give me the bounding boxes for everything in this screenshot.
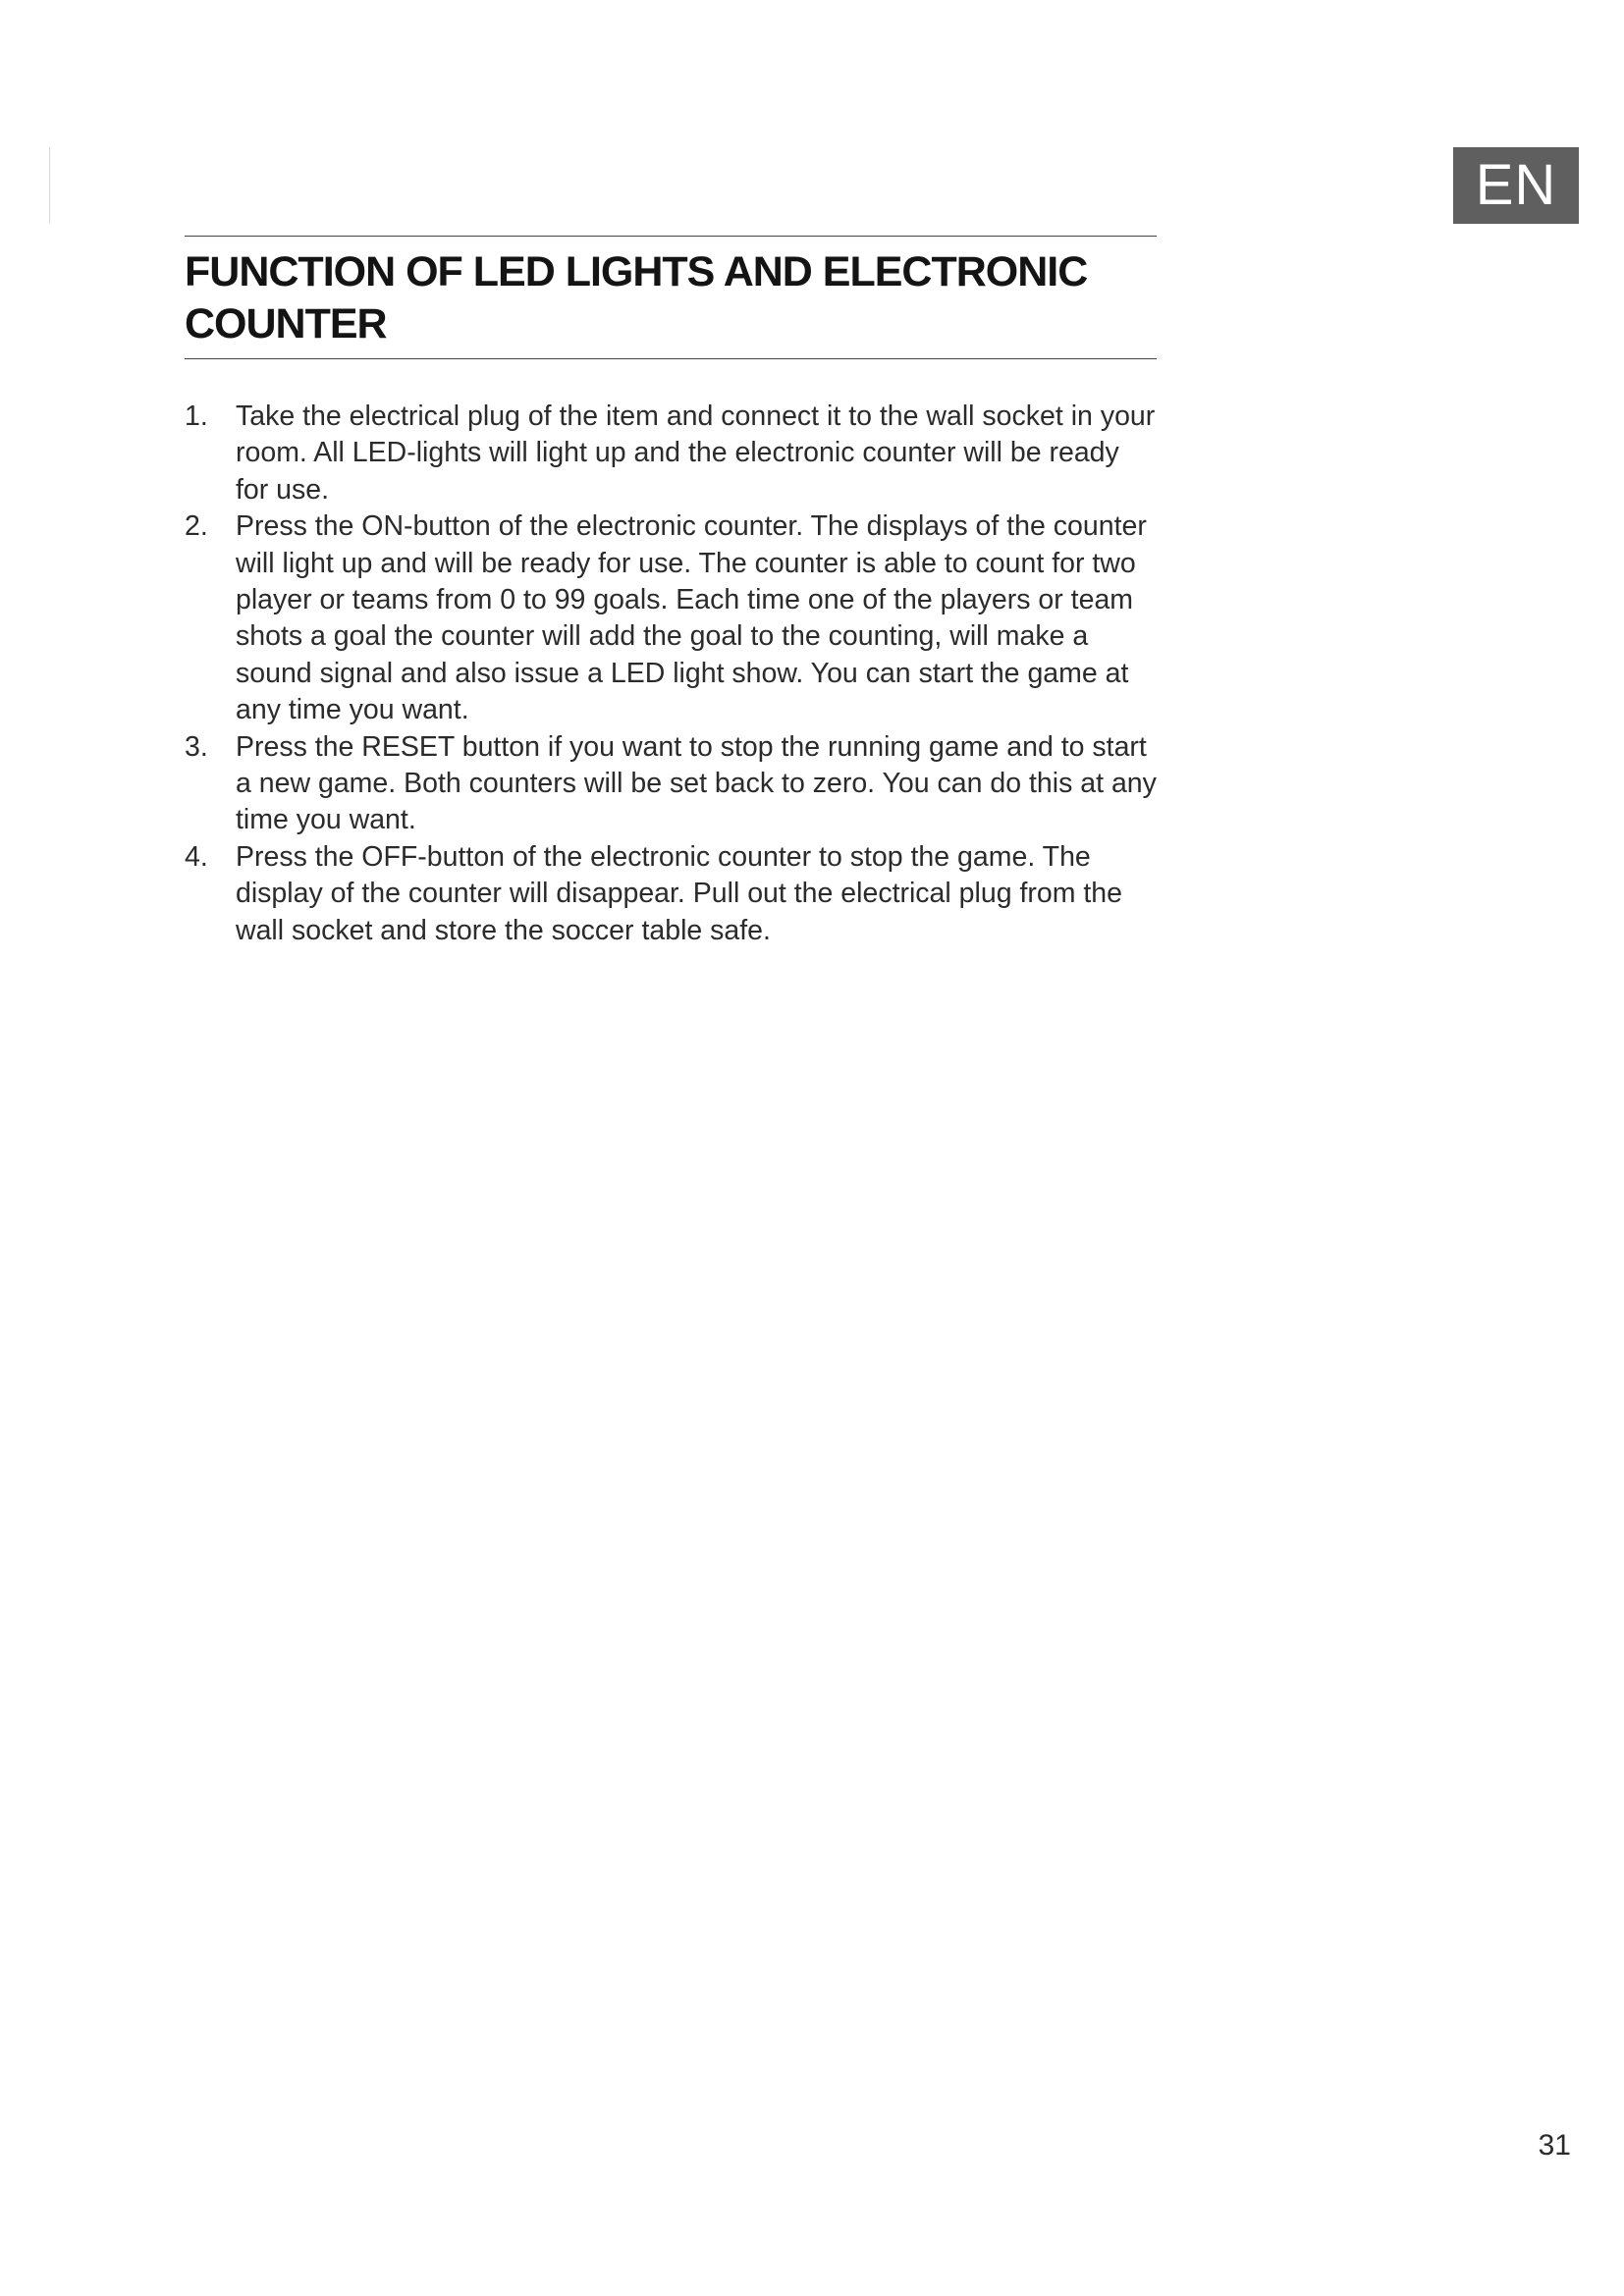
step-text: Press the OFF-button of the electronic counter to stop the game. The display of the counter will disappear. Pull out the electrical plug from the wall socket and store the soccer table safe. <box>236 840 1122 946</box>
section-heading-block <box>185 236 1157 359</box>
language-badge: EN <box>1453 147 1579 224</box>
instruction-step <box>185 508 1157 728</box>
main-content <box>185 236 1157 949</box>
instruction-step <box>185 839 1157 949</box>
step-number: 1. <box>185 400 208 432</box>
section-title: FUNCTION OF LED LIGHTS AND ELECTRONIC COUNTER <box>185 248 1088 347</box>
page-number: 31 <box>1538 2129 1571 2162</box>
step-number: 4. <box>185 840 208 873</box>
instruction-step <box>185 729 1157 839</box>
step-text: Press the ON-button of the electronic counter. The displays of the counter will light up and will be ready for use. The counter is able to count for two player or teams from 0 to 99 goals. Each time one of the players or team shots a goal the counter will add the goal to the counting, will make a sound signal and also issue a LED light show. You can start the game at any time you want. <box>236 510 1147 726</box>
step-text: Take the electrical plug of the item and connect it to the wall socket in your room. All LED-lights will light up and the electronic counter will be ready for use. <box>236 400 1156 506</box>
instruction-step <box>185 399 1157 508</box>
step-number: 2. <box>185 510 208 543</box>
step-number: 3. <box>185 730 208 763</box>
step-text: Press the RESET button if you want to stop the running game and to start a new game. Both counters will be set back to zero. You can do this at any time you want. <box>236 730 1157 836</box>
margin-line <box>49 147 50 224</box>
instruction-list <box>185 399 1157 949</box>
